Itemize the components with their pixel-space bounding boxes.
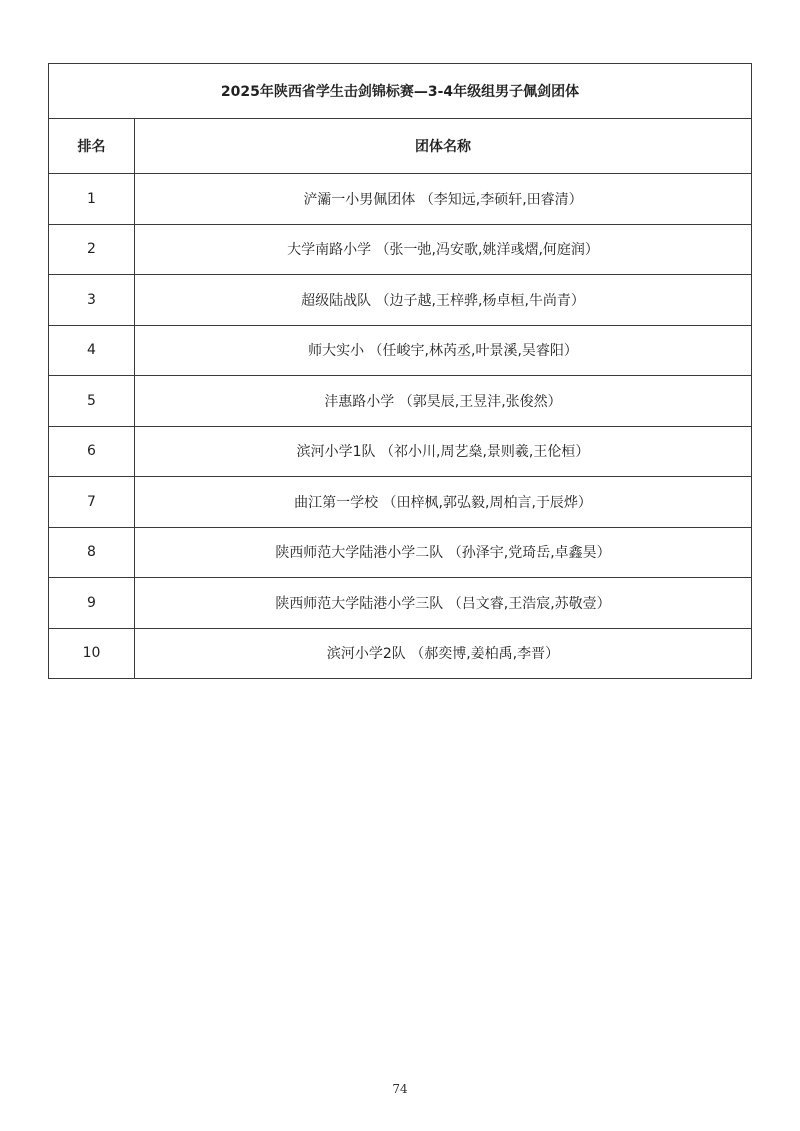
table-row [49, 325, 752, 376]
rank-cell: 6 [49, 426, 135, 477]
table-title: 2025年陕西省学生击剑锦标赛—3-4年级组男子佩剑团体 [49, 64, 752, 119]
rank-cell: 1 [49, 174, 135, 225]
rank-cell: 3 [49, 275, 135, 326]
team-cell: 师大实小 （任峻宇,林芮丞,叶景溪,吴睿阳） [135, 325, 752, 376]
table-row [49, 628, 752, 679]
rank-cell: 10 [49, 628, 135, 679]
table-title-row [49, 64, 752, 119]
team-column-header: 团体名称 [135, 119, 752, 174]
team-cell: 滨河小学2队 （郝奕博,姜柏禹,李晋） [135, 628, 752, 679]
table-row [49, 376, 752, 427]
table-row [49, 224, 752, 275]
team-cell: 陕西师范大学陆港小学二队 （孙泽宇,党琦岳,卓鑫昊） [135, 527, 752, 578]
team-cell: 陕西师范大学陆港小学三队 （吕文睿,王浩宸,苏敬壹） [135, 578, 752, 629]
table-row [49, 477, 752, 528]
table-row [49, 527, 752, 578]
rank-cell: 8 [49, 527, 135, 578]
table-row [49, 174, 752, 225]
results-table [48, 63, 752, 679]
team-cell: 浐灞一小男佩团体 （李知远,李硕轩,田睿清） [135, 174, 752, 225]
team-cell: 超级陆战队 （边子越,王梓骅,杨卓桓,牛尚青） [135, 275, 752, 326]
team-cell: 曲江第一学校 （田梓枫,郭弘毅,周柏言,于辰烨） [135, 477, 752, 528]
rank-cell: 4 [49, 325, 135, 376]
rank-cell: 2 [49, 224, 135, 275]
rank-cell: 5 [49, 376, 135, 427]
table-row [49, 578, 752, 629]
page-number: 74 [392, 1082, 408, 1096]
team-cell: 滨河小学1队 （祁小川,周艺燊,景则羲,王伦桓） [135, 426, 752, 477]
rank-cell: 9 [49, 578, 135, 629]
table-row [49, 426, 752, 477]
table-row [49, 275, 752, 326]
table-header-row [49, 119, 752, 174]
team-cell: 沣惠路小学 （郭昊辰,王昱沣,张俊然） [135, 376, 752, 427]
rank-column-header: 排名 [49, 119, 135, 174]
rank-cell: 7 [49, 477, 135, 528]
team-cell: 大学南路小学 （张一弛,冯安歌,姚洋彧熠,何庭润） [135, 224, 752, 275]
